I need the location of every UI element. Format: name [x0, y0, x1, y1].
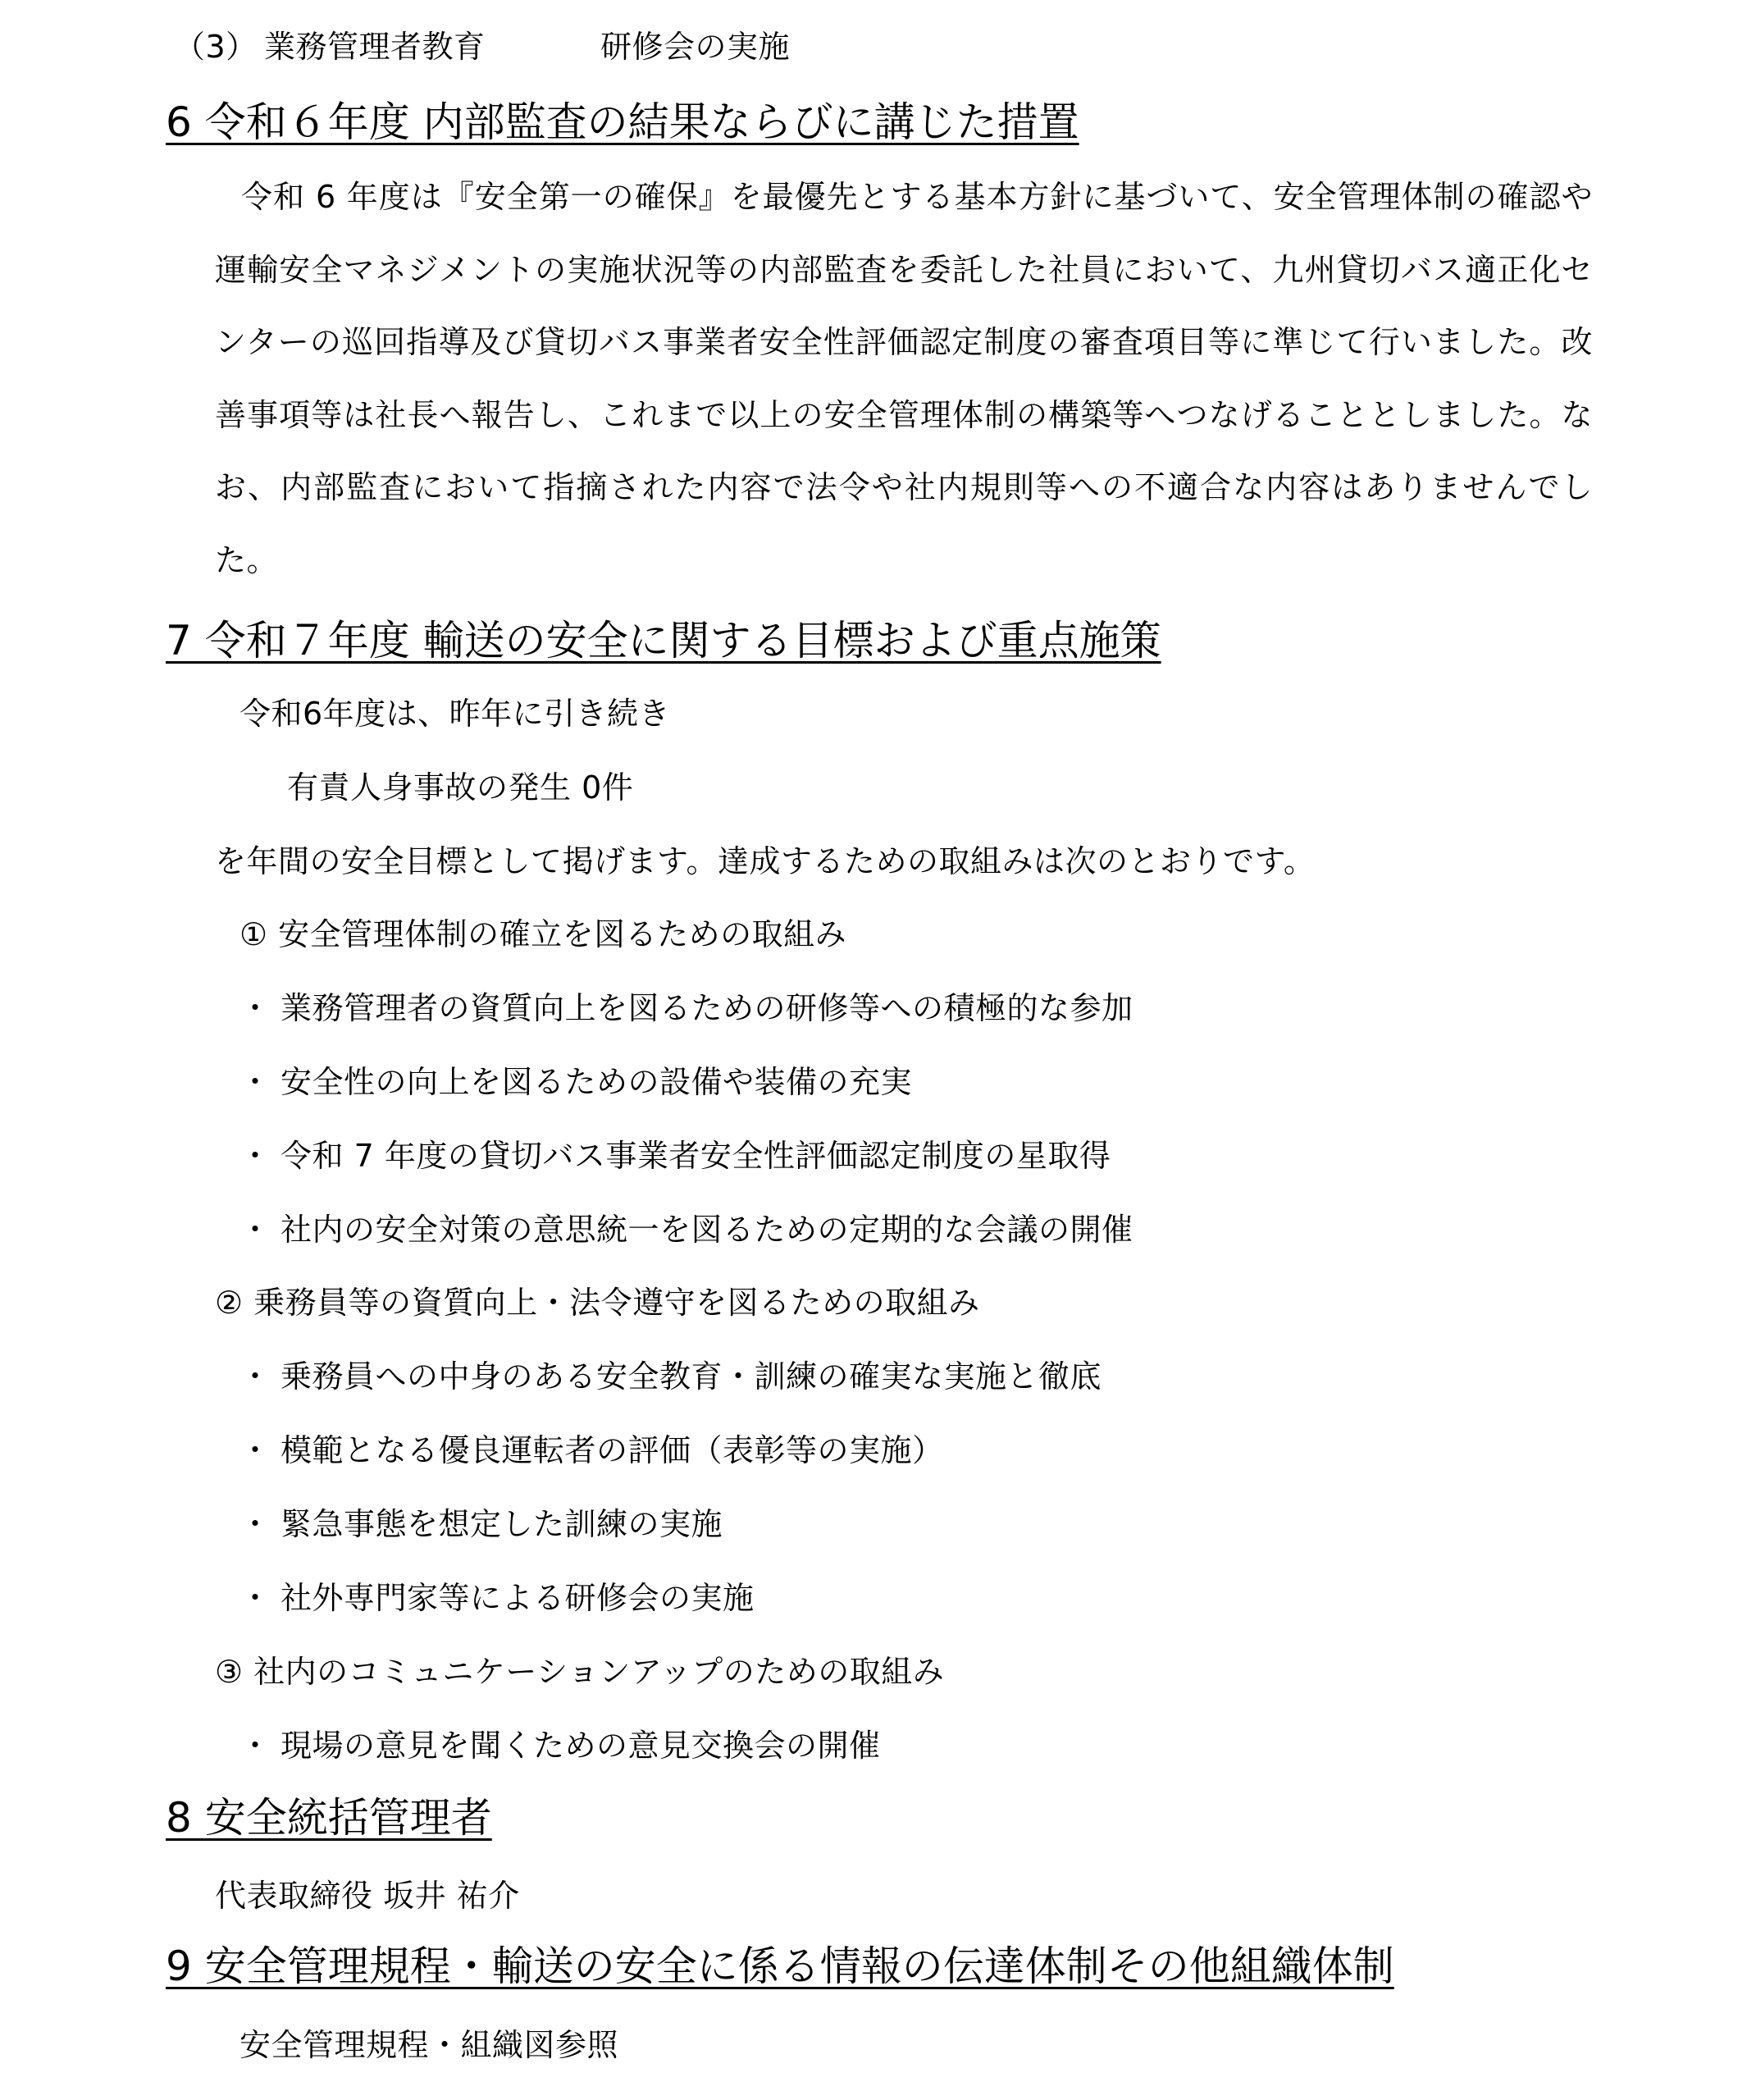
- section-7-target-note: を年間の安全目標として掲げます。達成するための取組みは次のとおりです。: [215, 843, 1316, 879]
- group-1-item-4: 社内の安全対策の意思統一を図るための定期的な会議の開催: [281, 1212, 1133, 1248]
- section-6-heading: 6 令和６年度 内部監査の結果ならびに講じた措置: [166, 98, 1079, 146]
- section-7-target: 有責人身事故の発生 0件: [287, 769, 634, 806]
- section-6-body: 令和 6 年度は『安全第一の確保』を最優先とする基本方針に基づいて、安全管理体制の確認や運輸安全マネジメントの実施状況等の内部監査を委託した社員において、九州貸切バス適正化センターの巡回指導及び貸切バス事業者安全性評価認定制度の審査項目等に準じて行いました。改善事項等は社長へ報告し、これまで以上の安全管理体制の構築等へつなげることとしました。なお、内部監査において指摘された内容で法令や社内規則等への不適合な内容はありませんでした。: [215, 179, 1593, 578]
- group-2-item-1: 乗務員への中身のある安全教育・訓練の確実な実施と徹底: [281, 1358, 1102, 1395]
- section-7-intro: 令和6年度は、昨年に引き続き: [239, 696, 671, 732]
- top-item-label: 業務管理者教育: [264, 29, 486, 65]
- section-9-heading: 9 安全管理規程・輸送の安全に係る情報の伝達体制その他組織体制: [166, 1942, 1394, 1990]
- group-1-item-2: 安全性の向上を図るための設備や装備の充実: [281, 1064, 913, 1100]
- group-3-title: ③ 社内のコミュニケーションアップのための取組み: [215, 1654, 945, 1690]
- group-3-item-1: 現場の意見を聞くための意見交換会の開催: [281, 1728, 881, 1764]
- group-2-item-3-bullet: ・: [239, 1506, 271, 1542]
- group-1-title: ① 安全管理体制の確立を図るための取組み: [239, 916, 847, 952]
- group-1-item-1-bullet: ・: [239, 990, 271, 1026]
- top-item-value: 研修会の実施: [600, 29, 791, 65]
- group-2-title: ② 乗務員等の資質向上・法令遵守を図るための取組み: [215, 1285, 980, 1321]
- group-2-item-1-bullet: ・: [239, 1358, 271, 1395]
- group-2-item-2: 模範となる優良運転者の評価（表彰等の実施）: [281, 1432, 944, 1468]
- group-1-item-3: 令和 7 年度の貸切バス事業者安全性評価認定制度の星取得: [281, 1138, 1111, 1174]
- group-2-item-4: 社外専門家等による研修会の実施: [281, 1580, 755, 1616]
- top-item-number: （3）: [174, 29, 258, 65]
- group-2-item-3: 緊急事態を想定した訓練の実施: [281, 1506, 723, 1542]
- group-2-item-4-bullet: ・: [239, 1580, 271, 1616]
- section-9-note: 安全管理規程・組織図参照: [239, 2027, 619, 2063]
- group-1-item-4-bullet: ・: [239, 1212, 271, 1248]
- section-7-heading: 7 令和７年度 輸送の安全に関する目標および重点施策: [166, 617, 1161, 664]
- group-1-item-2-bullet: ・: [239, 1064, 271, 1100]
- group-3-item-1-bullet: ・: [239, 1728, 271, 1764]
- section-8-heading: 8 安全統括管理者: [166, 1794, 492, 1842]
- group-1-item-1: 業務管理者の資質向上を図るための研修等への積極的な参加: [281, 990, 1133, 1026]
- safety-manager-name: 代表取締役 坂井 祐介: [215, 1878, 520, 1914]
- group-2-item-2-bullet: ・: [239, 1432, 271, 1468]
- group-1-item-3-bullet: ・: [239, 1138, 271, 1174]
